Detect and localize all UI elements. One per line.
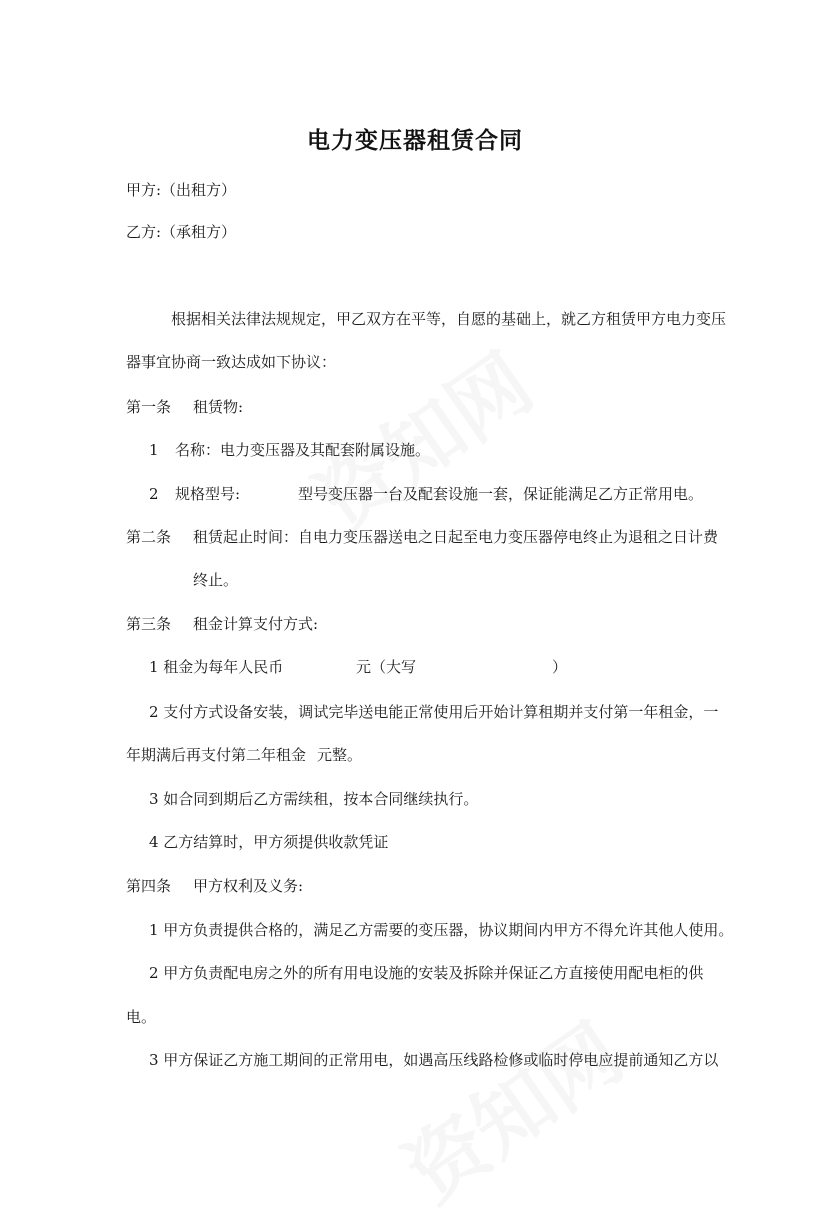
article-4-title: 甲方权利及义务:	[193, 877, 304, 895]
article-3-item-2-line-1: 2 支付方式设备安装，调试完毕送电能正常使用后开始计算租期并支付第一年租金，一	[149, 703, 719, 721]
article-4-item-1: 1 甲方负责提供合格的，满足乙方需要的变压器，协议期间内甲方不得允许其他人使用。	[149, 921, 734, 939]
article-1-item-1-number: 1	[149, 441, 159, 459]
article-1-item-2-label: 规格型号:	[175, 485, 241, 503]
article-4-heading: 第四条	[126, 877, 172, 895]
article-1-item-1-text: 名称：电力变压器及其配套附属设施。	[175, 441, 431, 459]
article-1-item-2-text: 型号变压器一台及配套设施一套，保证能满足乙方正常用电。	[298, 485, 704, 503]
article-2-heading: 第二条	[126, 528, 172, 546]
article-4-item-2-line-2: 电。	[126, 1008, 157, 1026]
article-3-heading: 第三条	[126, 615, 172, 633]
article-3-item-3: 3 如合同到期后乙方需续租，按本合同继续执行。	[149, 790, 479, 808]
article-3-item-1-part-b: 元（大写	[356, 658, 417, 676]
article-4-item-3-line-1: 3 甲方保证乙方施工期间的正常用电，如遇高压线路检修或临时停电应提前通知乙方以	[149, 1051, 719, 1069]
article-1-title: 租赁物:	[193, 398, 244, 416]
preamble-line-1: 根据相关法律法规规定，甲乙双方在平等，自愿的基础上，就乙方租赁甲方电力变压	[171, 310, 727, 328]
article-3-item-1-part-a: 1 租金为每年人民币	[149, 658, 284, 676]
article-1-item-2-number: 2	[149, 485, 159, 503]
article-4-item-2-line-1: 2 甲方负责配电房之外的所有用电设施的安装及拆除并保证乙方直接使用配电柜的供	[149, 964, 704, 982]
article-2-line-1: 租赁起止时间：自电力变压器送电之日起至电力变压器停电终止为退租之日计费	[193, 528, 719, 546]
watermark	[379, 992, 642, 1223]
article-3-item-1-part-c: ）	[552, 658, 568, 676]
article-3-title: 租金计算支付方式:	[193, 615, 319, 633]
article-1-heading: 第一条	[126, 398, 172, 416]
article-3-item-4: 4 乙方结算时，甲方须提供收款凭证	[149, 833, 389, 851]
document-title: 电力变压器租赁合同	[307, 127, 523, 154]
party-b: 乙方:（承租方）	[126, 223, 237, 241]
party-a: 甲方:（出租方）	[126, 181, 237, 199]
article-3-item-2-line-2b: 元整。	[317, 746, 363, 764]
preamble-line-2: 器事宜协商一致达成如下协议：	[126, 353, 337, 371]
article-2-line-2: 终止。	[193, 571, 239, 589]
article-3-item-2-line-2a: 年期满后再支付第二年租金	[126, 746, 307, 764]
